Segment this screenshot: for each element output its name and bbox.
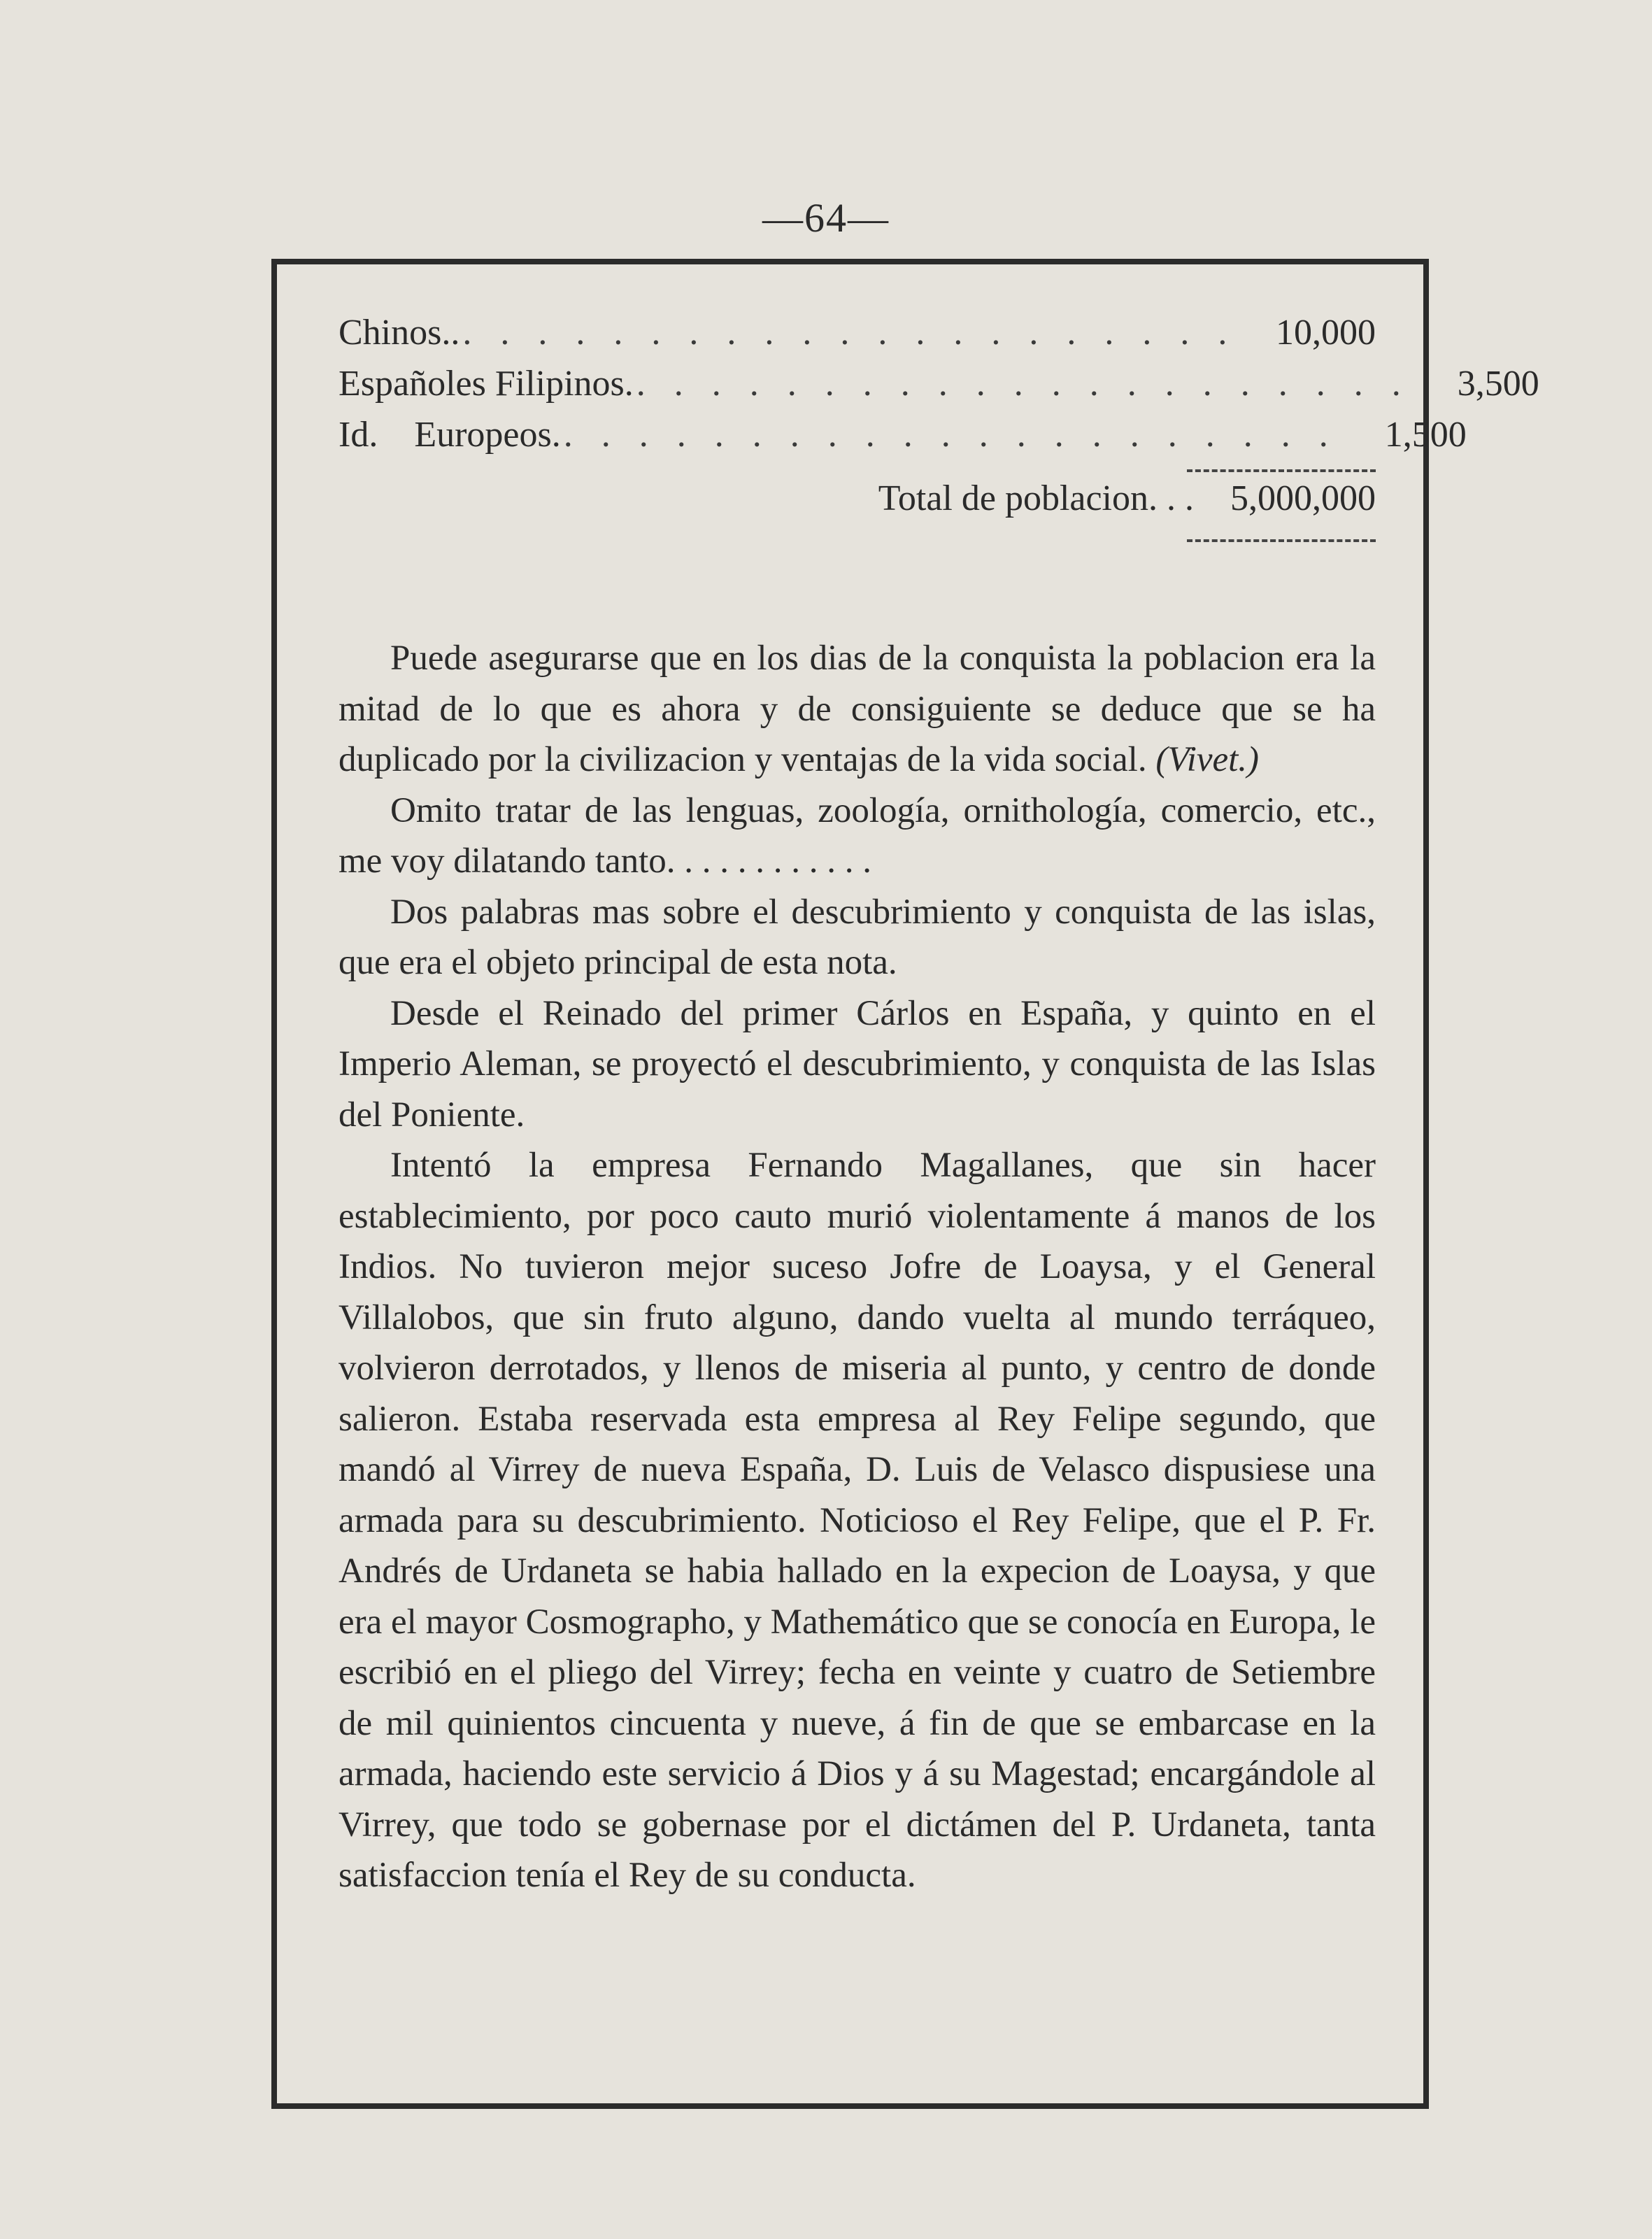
row-label: Id. Europeos. — [339, 415, 561, 455]
total-label: Total de poblacion. . . — [878, 478, 1194, 518]
paragraph: Intentó la empresa Fernando Magallanes, que sin hacer establecimiento, por poco cauto murió violentamente á manos de los Indios. No tuvieron mejor suceso Jofre de Loaysa, y el General Villalobos, que sin fruto alguno, dando vuelta al mundo terráqueo, volvieron derrotados, y llenos de miseria al punto, y centro de donde salieron. Estaba reservada esta empresa al Rey Felipe segundo, que mandó al Virrey de nueva España, D. Luis de Velasco dispusiese una armada para su descubrimiento. Noticioso el Rey Felipe, que el P. Fr. Andrés de Urdaneta se habia hallado en la expecion de Loaysa, y que era el mayor Cosmographo, y Mathemático que se conocía en Europa, le escribió en el pliego del Virrey; fecha en veinte y cuatro de Setiembre de mil quinientos cincuenta y nueve, á fin de que se embarcase en la armada, haciendo este servicio á Dios y á su Magestad; encargándole al Virrey, que todo se gobernase por el dictámen del P. Urdaneta, tanta satisfaccion tenía el Rey de su conducta. — [339, 1146, 1376, 1895]
paragraph: Dos palabras mas sobre el descubrimiento y conquista de las islas, que era el objeto principal de esta nota. — [339, 892, 1376, 982]
page-number: —64— — [762, 195, 890, 241]
frame-content — [339, 312, 1539, 1901]
paragraph: Desde el Reinado del primer Cárlos en España, y quinto en el Imperio Aleman, se proyectó el descubrimiento, y conquista de las Islas del Poniente. — [339, 993, 1376, 1135]
population-row-europeos — [339, 414, 1467, 465]
total-row — [339, 478, 1376, 535]
population-row-espanoles-filipinos — [339, 363, 1539, 414]
leader-dots: . . . . . . . . . . . . . . . . . . . . . — [636, 364, 1411, 404]
citation: (Vivet.) — [1155, 740, 1260, 779]
row-label: Españoles Filipinos. — [339, 364, 634, 404]
text-frame — [271, 259, 1539, 2109]
population-row-chinos — [339, 312, 1376, 363]
paragraph: Omito tratar de las lenguas, zoología, ornithología, comercio, etc., me voy dilatando tanto. . . . . . . . . . . . — [339, 790, 1376, 881]
row-value: 3,500 — [1457, 364, 1539, 404]
total-rule — [1187, 539, 1376, 542]
row-label: Chinos.. — [339, 313, 460, 353]
body-text — [339, 633, 1376, 1901]
total-value: 5,000,000 — [1230, 478, 1376, 518]
paragraph-text: Puede asegurarse que en los dias de la conquista la poblacion era la mitad de lo que es ahora y de consiguiente se deduce que se ha duplicado por la civilizacion y ventajas de la vida social. — [339, 639, 1376, 779]
leader-dots: . . . . . . . . . . . . . . . . . . . . . — [462, 313, 1237, 353]
row-value: 1,500 — [1384, 415, 1467, 455]
row-value: 10,000 — [1276, 313, 1376, 353]
paragraph — [339, 633, 1376, 786]
leader-dots: . . . . . . . . . . . . . . . . . . . . . — [563, 415, 1338, 455]
sum-rule — [1187, 469, 1376, 472]
